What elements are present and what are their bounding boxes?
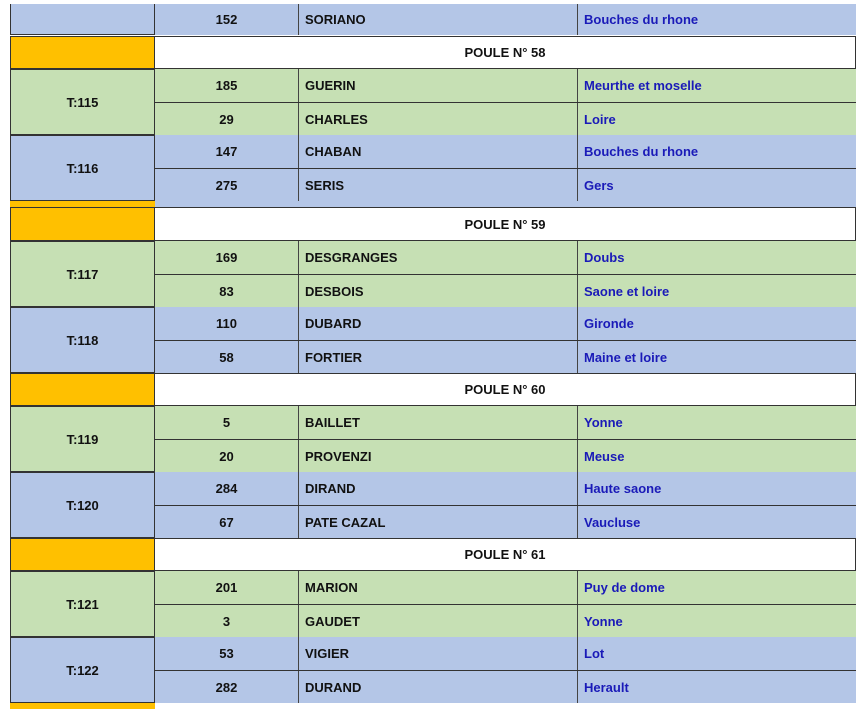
poule-header bbox=[10, 36, 856, 69]
player-number: 67 bbox=[155, 506, 299, 538]
team-block bbox=[10, 307, 856, 373]
poule-header bbox=[10, 207, 856, 241]
player-name: DESGRANGES bbox=[299, 241, 578, 274]
player-department: Bouches du rhone bbox=[584, 12, 699, 27]
player-number: 284 bbox=[155, 472, 299, 505]
player-department: Gironde bbox=[584, 316, 634, 331]
poule-header bbox=[10, 373, 856, 406]
player-department: Maine et loire bbox=[584, 349, 668, 365]
player-name: GAUDET bbox=[299, 605, 578, 637]
team-label: T:120 bbox=[10, 472, 155, 538]
team-block bbox=[10, 406, 856, 472]
player-department: Puy de dome bbox=[584, 580, 665, 595]
player-name: GUERIN bbox=[299, 69, 578, 102]
player-department: Lot bbox=[584, 646, 605, 661]
player-department: Gers bbox=[584, 177, 614, 193]
player-department: Yonne bbox=[584, 415, 623, 430]
player-department: Loire bbox=[584, 111, 616, 127]
poule-title: POULE N° 61 bbox=[155, 538, 856, 571]
team-label: T:121 bbox=[10, 571, 155, 637]
player-department: Doubs bbox=[584, 250, 625, 265]
team-label: T:122 bbox=[10, 637, 155, 703]
player-department: Meurthe et moselle bbox=[584, 78, 702, 93]
player-number: 201 bbox=[155, 571, 299, 604]
poule-accent bbox=[10, 538, 155, 571]
player-department: Meuse bbox=[584, 448, 625, 464]
player-number: 185 bbox=[155, 69, 299, 102]
player-number: 110 bbox=[155, 307, 299, 340]
player-name: CHARLES bbox=[299, 103, 578, 135]
poule-accent bbox=[10, 373, 155, 406]
player-number: 53 bbox=[155, 637, 299, 670]
player-name: DESBOIS bbox=[299, 275, 578, 307]
player-name: PATE CAZAL bbox=[299, 506, 578, 538]
player-number: 275 bbox=[155, 169, 299, 201]
row-separator bbox=[10, 703, 856, 709]
team-block bbox=[10, 69, 856, 135]
player-name: BAILLET bbox=[299, 406, 578, 439]
player-department: Herault bbox=[584, 679, 629, 695]
team-block bbox=[10, 241, 856, 307]
poule-title: POULE N° 60 bbox=[155, 373, 856, 406]
table-row bbox=[10, 4, 856, 35]
team-label: T:118 bbox=[10, 307, 155, 373]
poule-accent bbox=[10, 207, 155, 241]
player-department: Bouches du rhone bbox=[584, 144, 699, 159]
poule-accent bbox=[10, 36, 155, 69]
player-name: CHABAN bbox=[299, 135, 578, 168]
player-number: 282 bbox=[155, 671, 299, 703]
player-number: 58 bbox=[155, 341, 299, 373]
team-block bbox=[10, 472, 856, 538]
player-name: PROVENZI bbox=[299, 440, 578, 472]
team-label: T:116 bbox=[10, 135, 155, 201]
poule-header bbox=[10, 538, 856, 571]
player-number: 3 bbox=[155, 605, 299, 637]
team-block bbox=[10, 135, 856, 201]
player-number: 5 bbox=[155, 406, 299, 439]
player-department: Vaucluse bbox=[584, 514, 641, 530]
poule-title: POULE N° 59 bbox=[155, 207, 856, 241]
team-block bbox=[10, 637, 856, 703]
player-number: 29 bbox=[155, 103, 299, 135]
team-block bbox=[10, 571, 856, 637]
player-number: 147 bbox=[155, 135, 299, 168]
player-name: DURAND bbox=[299, 671, 578, 703]
player-name: DUBARD bbox=[299, 307, 578, 340]
player-number: 20 bbox=[155, 440, 299, 472]
player-number: 83 bbox=[155, 275, 299, 307]
player-department: Haute saone bbox=[584, 481, 662, 496]
player-name: SERIS bbox=[299, 169, 578, 201]
player-name: VIGIER bbox=[299, 637, 578, 670]
player-number: 169 bbox=[155, 241, 299, 274]
player-name: SORIANO bbox=[299, 4, 578, 35]
poule-title: POULE N° 58 bbox=[155, 36, 856, 69]
player-department: Yonne bbox=[584, 613, 623, 629]
team-label: T:117 bbox=[10, 241, 155, 307]
team-label: T:119 bbox=[10, 406, 155, 472]
player-name: DIRAND bbox=[299, 472, 578, 505]
player-number: 152 bbox=[155, 4, 299, 35]
team-cell bbox=[10, 4, 155, 35]
player-department: Saone et loire bbox=[584, 283, 670, 299]
team-label: T:115 bbox=[10, 69, 155, 135]
player-name: FORTIER bbox=[299, 341, 578, 373]
player-name: MARION bbox=[299, 571, 578, 604]
